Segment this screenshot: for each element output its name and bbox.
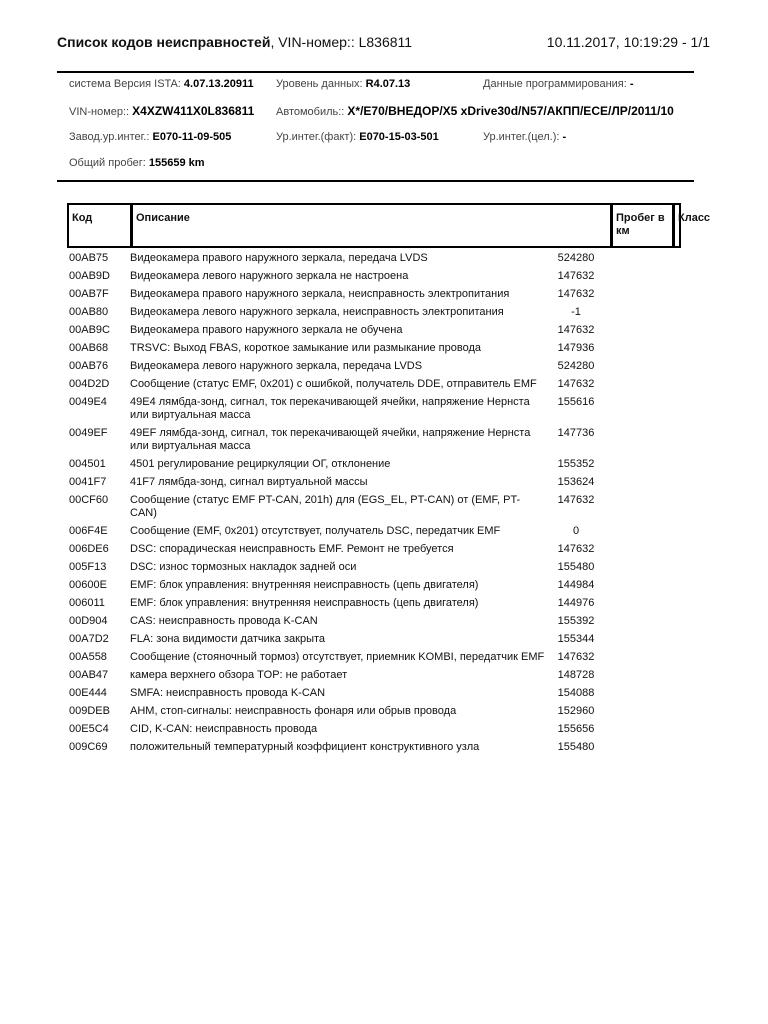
factory-value: E070-11-09-505 xyxy=(152,131,232,143)
table-row xyxy=(69,286,681,304)
fault-mileage: 154088 xyxy=(557,687,595,699)
fault-code: 00E444 xyxy=(69,687,107,699)
fault-description: 49E4 лямбда-зонд, сигнал, ток перекачивающей ячейки, напряжение Нернста или виртуальная масса xyxy=(130,396,530,421)
fault-mileage: 147632 xyxy=(557,324,595,336)
top-divider xyxy=(57,71,694,73)
fault-mileage: 153624 xyxy=(557,476,595,488)
fault-code: 00CF60 xyxy=(69,494,109,506)
fault-description: CAS: неисправность провода K-CAN xyxy=(130,615,318,627)
fault-description: TRSVC: Выход FBAS, короткое замыкание или размыкание провода xyxy=(130,342,481,354)
table-row xyxy=(69,703,681,721)
fault-description: Видеокамера правого наружного зеркала, неисправность электропитания xyxy=(130,288,510,300)
title-bold: Список кодов неисправностей xyxy=(57,34,271,50)
header-description: Описание xyxy=(130,205,610,246)
fault-mileage: 144976 xyxy=(557,597,595,609)
fault-code: 00AB75 xyxy=(69,252,109,264)
title-vin: , VIN-номер:: L836811 xyxy=(270,34,413,50)
factory-label: Завод.ур.интег.: xyxy=(69,131,150,143)
fault-code: 0049E4 xyxy=(69,396,107,408)
fault-mileage: 147736 xyxy=(557,427,595,439)
table-row xyxy=(69,358,681,376)
prog-label: Данные программирования: xyxy=(483,78,627,90)
fault-mileage: 155616 xyxy=(557,396,595,408)
mileage-value: 155659 km xyxy=(148,157,205,169)
fault-mileage: 155480 xyxy=(557,741,595,753)
target-label: Ур.интег.(цел.): xyxy=(483,131,560,143)
fault-mileage: 148728 xyxy=(557,669,595,681)
fault-code: 0049EF xyxy=(69,427,108,439)
fault-code: 004D2D xyxy=(69,378,110,390)
car-model xyxy=(276,104,674,118)
table-row xyxy=(69,492,681,523)
fault-description: Сообщение (статус EMF PT-CAN, 201h) для (EGS_EL, PT-CAN) от (EMF, PT-CAN) xyxy=(130,494,521,519)
fault-mileage: 147632 xyxy=(557,494,595,506)
fault-description: FLA: зона видимости датчика закрыта xyxy=(130,633,326,645)
table-row xyxy=(69,721,681,739)
fault-code: 00A7D2 xyxy=(69,633,109,645)
fault-mileage: 155392 xyxy=(557,615,595,627)
fault-mileage: 155656 xyxy=(557,723,595,735)
fault-description: DSC: спорадическая неисправность EMF. Ремонт не требуется xyxy=(130,543,454,555)
table-row xyxy=(69,685,681,703)
table-row xyxy=(69,322,681,340)
factory-integration xyxy=(69,131,231,143)
fault-code: 009C69 xyxy=(69,741,108,753)
table-row xyxy=(69,559,681,577)
table-row xyxy=(69,631,681,649)
fault-code: 006F4E xyxy=(69,525,108,537)
fault-code: 00AB9D xyxy=(69,270,110,282)
fault-mileage: 147632 xyxy=(557,288,595,300)
fault-description: AHM, стоп-сигналы: неисправность фонаря или обрыв провода xyxy=(130,705,457,717)
fault-mileage: 155480 xyxy=(557,561,595,573)
fault-code: 00D904 xyxy=(69,615,108,627)
fault-code: 006011 xyxy=(69,597,105,609)
header-class: Класс xyxy=(672,205,747,246)
fault-description: DSC: износ тормозных накладок задней оси xyxy=(130,561,357,573)
table-row xyxy=(69,250,681,268)
table-row xyxy=(69,304,681,322)
fault-code: 0041F7 xyxy=(69,476,107,488)
page-title xyxy=(57,34,412,50)
fault-mileage: 152960 xyxy=(557,705,595,717)
total-mileage xyxy=(69,157,205,169)
fault-mileage: 147632 xyxy=(557,270,595,282)
data-level-label: Уровень данных: xyxy=(276,78,363,90)
fault-code: 005F13 xyxy=(69,561,107,573)
fault-mileage: 524280 xyxy=(557,360,595,372)
mileage-label: Общий пробег: xyxy=(69,157,146,169)
fault-mileage: 147632 xyxy=(557,378,595,390)
programming-data xyxy=(483,78,634,90)
fault-mileage: 147632 xyxy=(557,543,595,555)
fault-mileage: 155344 xyxy=(557,633,595,645)
fault-code-list xyxy=(69,250,681,757)
fault-description: EMF: блок управления: внутренняя неисправность (цепь двигателя) xyxy=(130,597,479,609)
fault-description: камера верхнего обзора TOP: не работает xyxy=(130,669,348,681)
car-value: X*/E70/ВНЕДОР/X5 xDrive30d/N57/АКПП/ECE/ЛР/2011/10 xyxy=(347,104,674,118)
table-row xyxy=(69,613,681,631)
fault-description: Сообщение (статус EMF, 0x201) с ошибкой, получатель DDE, отправитель EMF xyxy=(130,378,537,390)
header-code: Код xyxy=(72,212,93,224)
table-row xyxy=(69,649,681,667)
bottom-divider xyxy=(57,180,694,182)
fault-code: 00AB80 xyxy=(69,306,109,318)
fault-code: 00AB47 xyxy=(69,669,109,681)
fault-mileage: 0 xyxy=(572,525,580,537)
fault-code: 00600E xyxy=(69,579,107,591)
prog-value: - xyxy=(629,78,634,90)
fault-description: положительный температурный коэффициент конструктивного узла xyxy=(130,741,480,753)
fault-description: Сообщение (стояночный тормоз) отсутствует, приемник KOMBI, передатчик EMF xyxy=(130,651,545,663)
actual-integration xyxy=(276,131,439,143)
ista-value: 4.07.13.20911 xyxy=(183,78,254,90)
table-row xyxy=(69,595,681,613)
table-row xyxy=(69,667,681,685)
data-level-value: R4.07.13 xyxy=(365,78,411,90)
fault-description: CID, K-CAN: неисправность провода xyxy=(130,723,318,735)
fault-description: Видеокамера левого наружного зеркала, неисправность электропитания xyxy=(130,306,504,318)
table-row xyxy=(69,425,681,456)
target-value: - xyxy=(562,131,567,143)
vin-label: VIN-номер:: xyxy=(69,106,130,118)
ista-version xyxy=(69,78,254,90)
fault-description: Сообщение (EMF, 0x201) отсутствует, получатель DSC, передатчик EMF xyxy=(130,525,501,537)
fault-code: 00AB68 xyxy=(69,342,109,354)
fault-code: 006DE6 xyxy=(69,543,109,555)
fault-description: 49EF лямбда-зонд, сигнал, ток перекачивающей ячейки, напряжение Нернста или виртуальная масса xyxy=(130,427,531,452)
vin xyxy=(69,104,254,118)
fault-code: 00AB7F xyxy=(69,288,109,300)
table-header xyxy=(67,203,711,248)
fault-code: 004501 xyxy=(69,458,106,470)
data-level xyxy=(276,78,410,90)
fault-mileage: 524280 xyxy=(557,252,595,264)
car-label: Автомобиль:: xyxy=(276,106,345,118)
table-row xyxy=(69,456,681,474)
table-row xyxy=(69,541,681,559)
fault-code: 00AB76 xyxy=(69,360,109,372)
ista-label: система Версия ISTA: xyxy=(69,78,181,90)
fault-description: Видеокамера правого наружного зеркала, передача LVDS xyxy=(130,252,428,264)
actual-value: E070-15-03-501 xyxy=(359,131,439,143)
vin-value: X4XZW411X0L836811 xyxy=(132,104,255,118)
fault-mileage: 147936 xyxy=(557,342,595,354)
fault-code: 00A558 xyxy=(69,651,107,663)
target-integration xyxy=(483,131,566,143)
fault-mileage: 144984 xyxy=(557,579,595,591)
print-datetime: 10.11.2017, 10:19:29 - 1/1 xyxy=(546,34,710,50)
fault-code: 00E5C4 xyxy=(69,723,109,735)
fault-description: Видеокамера левого наружного зеркала, передача LVDS xyxy=(130,360,423,372)
table-row xyxy=(69,739,681,757)
fault-mileage: 155352 xyxy=(557,458,595,470)
fault-description: EMF: блок управления: внутренняя неисправность (цепь двигателя) xyxy=(130,579,479,591)
table-row xyxy=(69,523,681,541)
table-row xyxy=(69,340,681,358)
table-row xyxy=(69,577,681,595)
fault-description: SMFA: неисправность провода K-CAN xyxy=(130,687,326,699)
fault-mileage: 147632 xyxy=(557,651,595,663)
fault-description: 4501 регулирование рециркуляции ОГ, отклонение xyxy=(130,458,391,470)
fault-description: Видеокамера правого наружного зеркала не обучена xyxy=(130,324,403,336)
table-row xyxy=(69,474,681,492)
table-row xyxy=(69,394,681,425)
table-row xyxy=(69,376,681,394)
fault-code: 009DEB xyxy=(69,705,110,717)
table-row xyxy=(69,268,681,286)
fault-code: 00AB9C xyxy=(69,324,110,336)
fault-mileage: -1 xyxy=(571,306,581,318)
fault-description: 41F7 лямбда-зонд, сигнал виртуальной массы xyxy=(130,476,368,488)
header-mileage: Пробег в км xyxy=(610,205,672,246)
actual-label: Ур.интег.(факт): xyxy=(276,131,357,143)
fault-description: Видеокамера левого наружного зеркала не настроена xyxy=(130,270,409,282)
